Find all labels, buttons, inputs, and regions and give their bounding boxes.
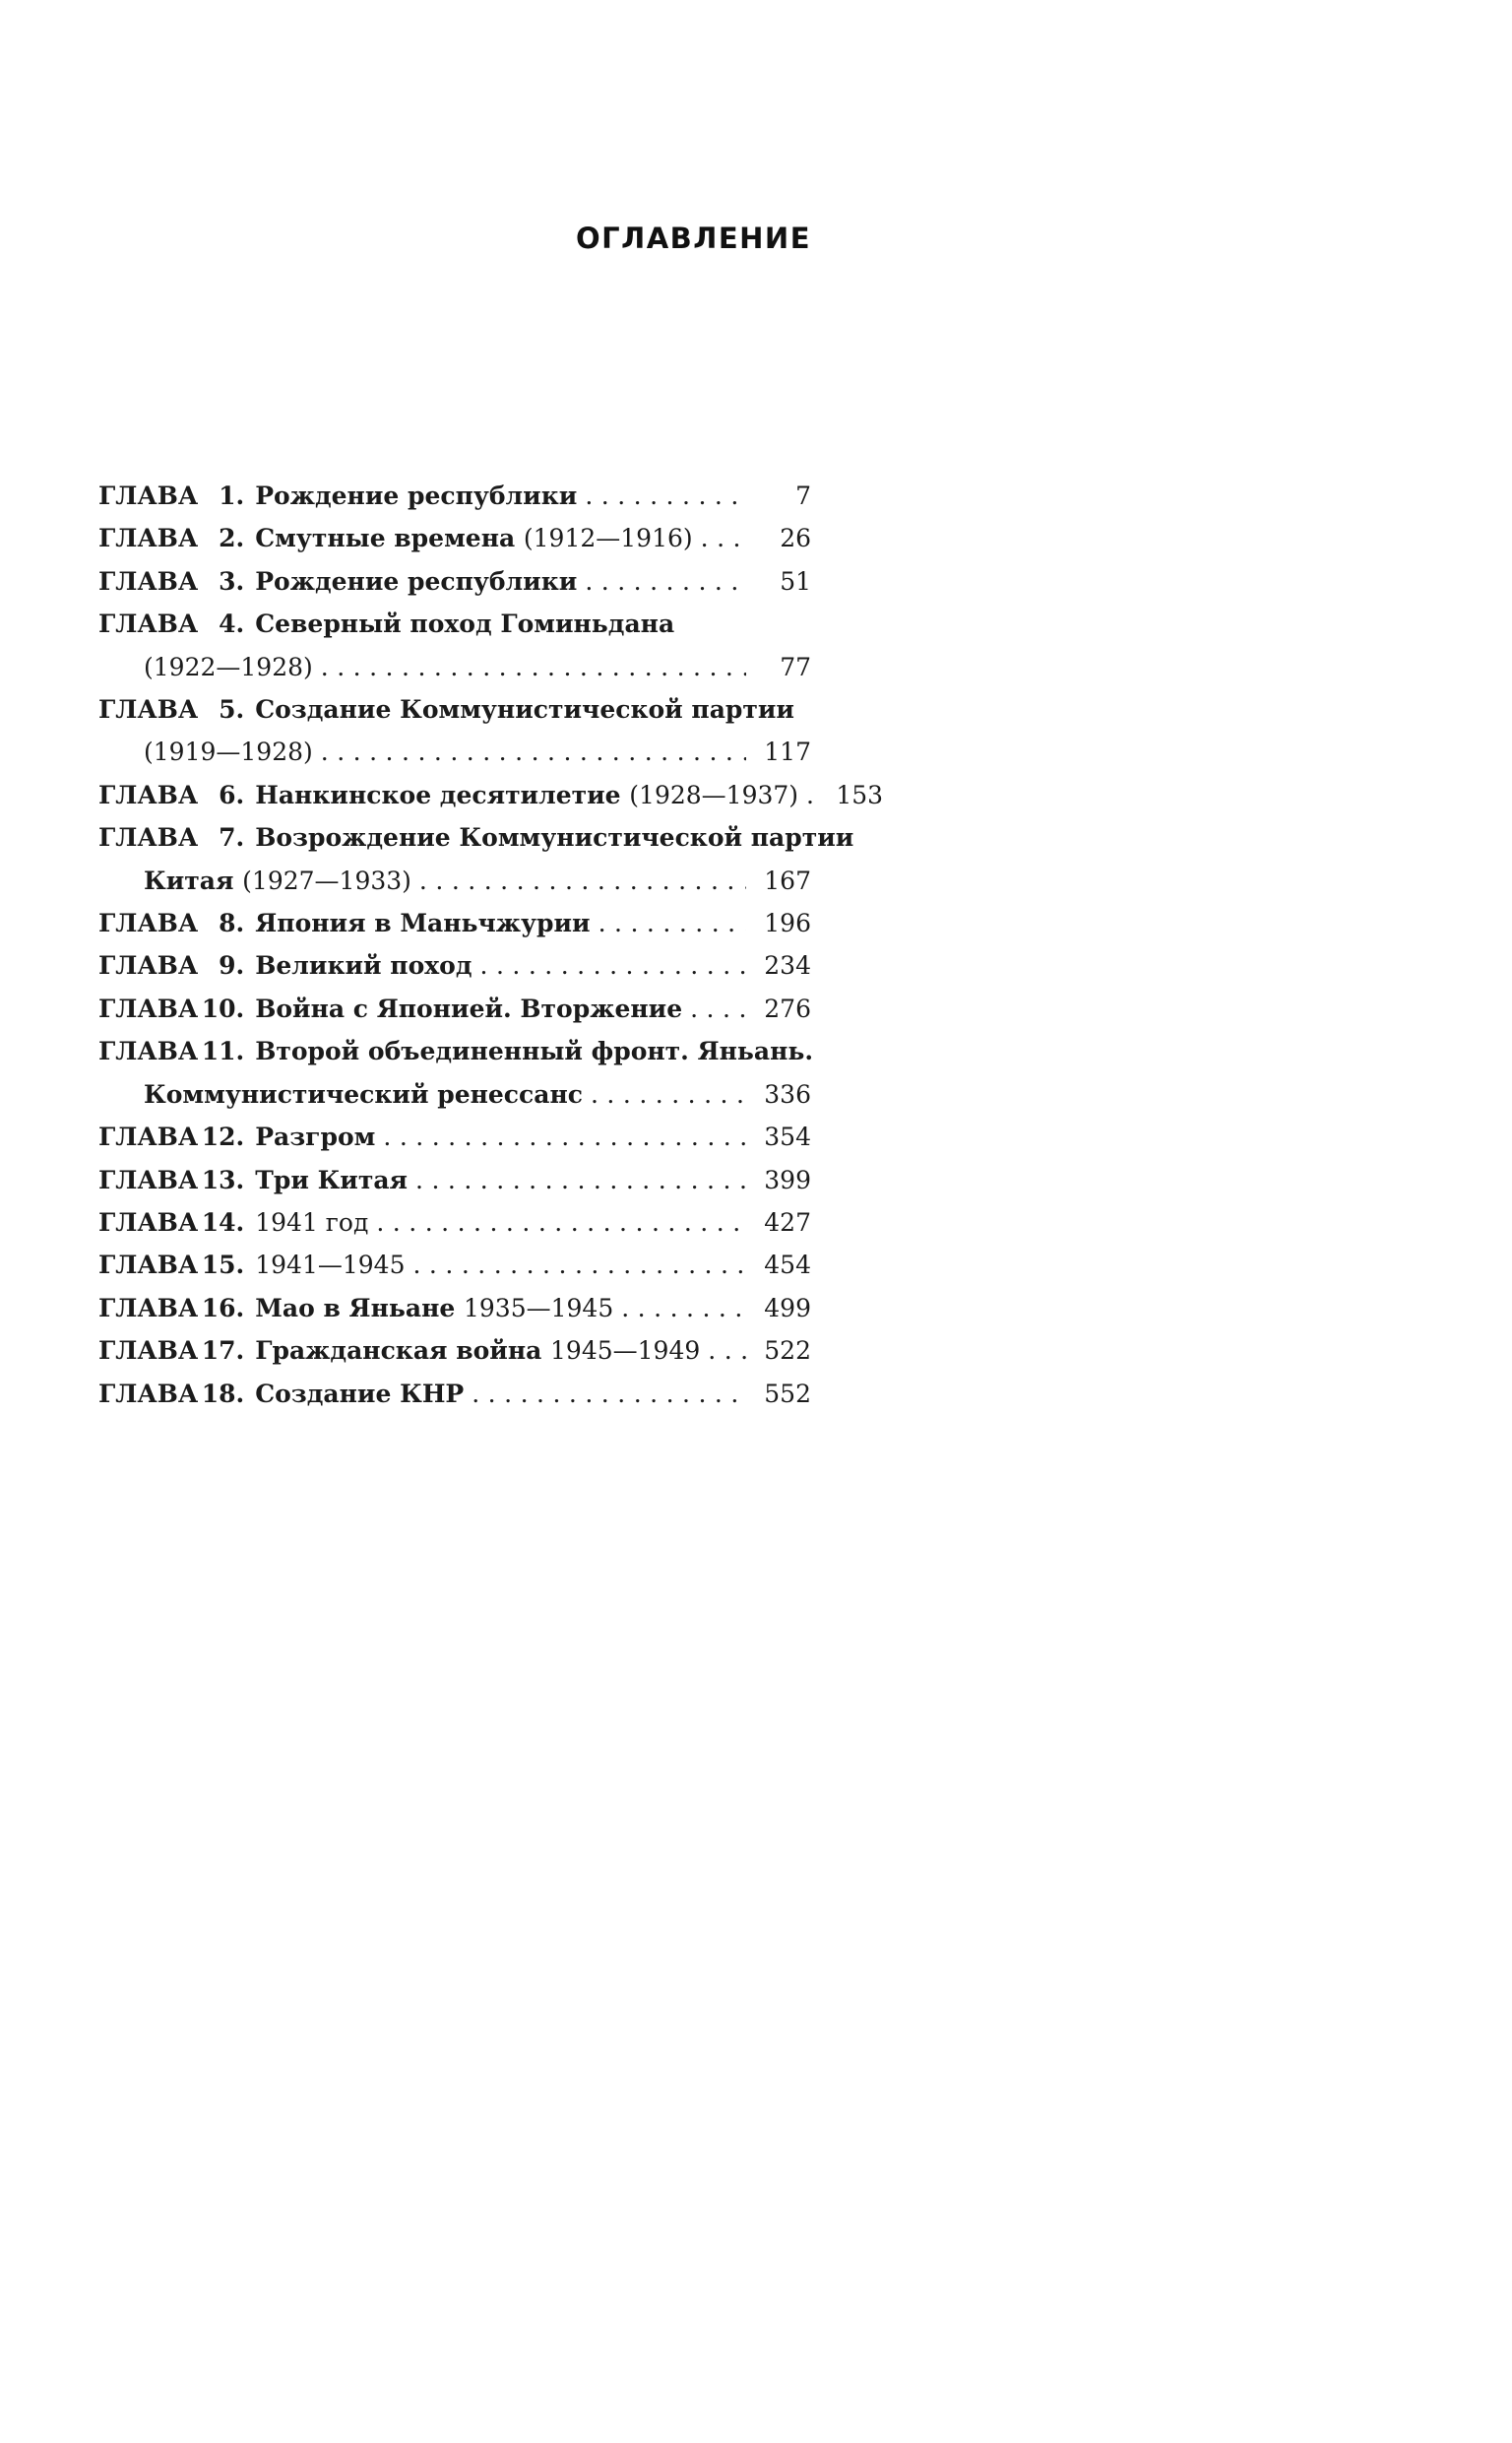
dot-leader [472, 1373, 746, 1415]
chapter-title-text [255, 517, 692, 559]
chapter-number: 7. [219, 823, 245, 853]
chapter-number: 4. [219, 610, 245, 639]
chapter-title-segment: (1922—1928) [144, 652, 313, 681]
chapter-title-text [255, 1373, 464, 1415]
chapter-label: ГЛАВА [98, 909, 199, 938]
chapter-title-segment: Три Китая [255, 1165, 409, 1194]
chapter-title-segment: Нанкинское десятилетие [255, 780, 630, 809]
chapter-label: ГЛАВА [98, 610, 199, 639]
chapter-title-segment: 1935—1945 [463, 1293, 614, 1322]
dot-leader [591, 1073, 746, 1116]
toc-entry [98, 1159, 811, 1201]
chapter-number: 8. [219, 909, 245, 938]
chapter-title-segment: (1919—1928) [144, 738, 313, 767]
toc-entry [98, 1116, 811, 1158]
toc-entry-line [98, 475, 811, 517]
chapter-label: ГЛАВА [98, 823, 199, 853]
toc-entry-line [98, 1329, 811, 1372]
chapter-number: 12. [201, 1123, 245, 1152]
chapter-title-text [255, 902, 590, 944]
chapter-label: ГЛАВА [98, 566, 199, 596]
dot-leader [412, 1244, 746, 1286]
chapter-label: ГЛАВА [98, 695, 199, 725]
page-number: 454 [764, 1251, 811, 1280]
toc-entry-continuation-line [98, 646, 811, 688]
dot-leader [321, 731, 746, 773]
toc-entry-line [98, 517, 811, 559]
chapter-label: ГЛАВА [98, 1379, 199, 1408]
chapter-label: ГЛАВА [98, 951, 199, 981]
toc-entry-continuation-line [98, 860, 811, 902]
chapter-title-text [255, 1159, 408, 1201]
chapter-title-text [255, 774, 798, 816]
chapter-number: 3. [219, 566, 245, 596]
dot-leader [690, 988, 746, 1030]
dot-leader [480, 944, 747, 987]
chapter-label: ГЛАВА [98, 1207, 199, 1237]
toc-entry-line [98, 688, 811, 731]
toc-entry-continuation-line [98, 1073, 811, 1116]
chapter-title-text [255, 688, 794, 731]
toc-entry [98, 774, 884, 816]
toc-entry-line [98, 1159, 811, 1201]
chapter-title-text [255, 560, 577, 603]
page-number: 552 [764, 1379, 811, 1408]
chapter-title-segment: 1945—1949 [550, 1336, 701, 1366]
page-number: 522 [764, 1336, 811, 1366]
toc-entry-line [98, 560, 811, 603]
chapter-label: ГЛАВА [98, 780, 199, 809]
chapter-label: ГЛАВА [98, 1336, 199, 1366]
chapter-label: ГЛАВА [98, 482, 199, 510]
chapter-title-segment: 1941—1945 [255, 1251, 406, 1280]
chapter-title-segment: 1941 год [255, 1207, 369, 1237]
chapter-label: ГЛАВА [98, 994, 199, 1023]
dot-leader [415, 1159, 746, 1201]
page-number: 7 [795, 482, 811, 510]
page-number: 499 [764, 1293, 811, 1322]
toc-entry-continuation-line [98, 731, 811, 773]
dot-leader [598, 902, 746, 944]
toc-entry [98, 560, 811, 603]
chapter-title-text [255, 1287, 613, 1329]
chapter-title-segment: Великий поход [255, 951, 472, 981]
toc-entry-line [98, 902, 811, 944]
chapter-number: 11. [201, 1037, 245, 1066]
chapter-title-segment: Рождение республики [255, 566, 578, 596]
dot-leader [708, 1329, 746, 1372]
chapter-title-text [255, 944, 472, 987]
chapter-title-segment: Китая [144, 866, 243, 895]
chapter-title-segment: Гражданская война [255, 1336, 551, 1366]
page-number: 276 [764, 994, 811, 1023]
chapter-title-text [255, 603, 674, 645]
page-title: ОГЛАВЛЕНИЕ [575, 222, 811, 255]
toc-entry-line [98, 603, 811, 645]
chapter-number: 1. [219, 482, 245, 510]
dot-leader [376, 1201, 746, 1244]
dot-leader [585, 560, 746, 603]
page-number: 354 [764, 1123, 811, 1152]
toc-entry [98, 902, 811, 944]
toc-entry [98, 517, 811, 559]
chapter-title-text [255, 1244, 405, 1286]
chapter-title-text [144, 646, 313, 688]
chapter-title-segment: Северный поход Гоминьдана [255, 610, 675, 639]
page-number: 196 [764, 909, 811, 938]
chapter-title-segment: Война с Японией. Вторжение [255, 994, 683, 1023]
toc-entry [98, 1329, 811, 1372]
chapter-number: 5. [219, 695, 245, 725]
chapter-label: ГЛАВА [98, 1293, 199, 1322]
chapter-title-text [255, 988, 682, 1030]
chapter-number: 2. [219, 524, 245, 553]
chapter-title-segment: Мао в Яньане [255, 1293, 464, 1322]
page-number: 234 [764, 951, 811, 981]
chapter-title-text [255, 1201, 368, 1244]
toc-entry [98, 1030, 814, 1116]
chapter-title-segment: Рождение республики [255, 482, 578, 510]
chapter-number: 10. [201, 994, 245, 1023]
toc-entry [98, 475, 811, 517]
toc-entry [98, 603, 811, 688]
chapter-label: ГЛАВА [98, 1165, 199, 1194]
chapter-title-text [255, 1116, 375, 1158]
chapter-number: 14. [201, 1207, 245, 1237]
chapter-title-text [144, 1073, 583, 1116]
chapter-title-segment: (1912—1916) [523, 524, 693, 553]
dot-leader [621, 1287, 746, 1329]
page-number: 427 [764, 1207, 811, 1237]
toc-entry-line [98, 1244, 811, 1286]
chapter-title-segment: (1928—1937) [629, 780, 799, 809]
toc-entry [98, 1201, 811, 1244]
page-number: 77 [780, 652, 811, 681]
toc-entry [98, 988, 811, 1030]
chapter-label: ГЛАВА [98, 1037, 199, 1066]
chapter-number: 18. [201, 1379, 245, 1408]
page-number: 167 [764, 866, 811, 895]
chapter-title-text [144, 860, 411, 902]
chapter-title-segment: Коммунистический ренессанс [144, 1079, 583, 1109]
toc-entry-line [98, 1030, 814, 1072]
dot-leader [419, 860, 746, 902]
chapter-title-text [255, 1329, 700, 1372]
chapter-number: 16. [201, 1293, 245, 1322]
toc-list [98, 475, 884, 1415]
chapter-title-text [144, 731, 313, 773]
chapter-title-segment: (1927—1933) [242, 866, 411, 895]
chapter-title-text [255, 1030, 813, 1072]
page-number: 399 [764, 1165, 811, 1194]
chapter-label: ГЛАВА [98, 524, 199, 553]
toc-page [98, 221, 884, 1415]
toc-entry [98, 816, 854, 902]
chapter-label: ГЛАВА [98, 1123, 199, 1152]
chapter-title-segment: Смутные времена [255, 524, 524, 553]
toc-entry-line [98, 1201, 811, 1244]
page-number: 51 [780, 566, 811, 596]
chapter-title-segment: Создание КНР [255, 1379, 465, 1408]
page-number: 117 [764, 738, 811, 767]
toc-entry [98, 944, 811, 987]
chapter-number: 15. [201, 1251, 245, 1280]
dot-leader [806, 774, 818, 816]
toc-entry-line [98, 988, 811, 1030]
toc-entry-line [98, 1373, 811, 1415]
toc-entry [98, 1244, 811, 1286]
page-number: 153 [836, 780, 884, 809]
chapter-number: 9. [219, 951, 245, 981]
toc-entry [98, 1287, 811, 1329]
toc-entry-line [98, 1287, 811, 1329]
chapter-title-segment: Второй объединенный фронт. Яньань. [255, 1037, 814, 1066]
chapter-title-segment: Возрождение Коммунистической партии [255, 823, 854, 853]
dot-leader [321, 646, 746, 688]
dot-leader [585, 475, 746, 517]
chapter-title-text [255, 475, 577, 517]
toc-entry [98, 1373, 811, 1415]
chapter-title-segment: Разгром [255, 1123, 376, 1152]
toc-entry-line [98, 774, 884, 816]
chapter-title-text [255, 816, 853, 859]
toc-entry [98, 688, 811, 774]
toc-entry-line [98, 1116, 811, 1158]
dot-leader [701, 517, 746, 559]
toc-entry-line [98, 944, 811, 987]
chapter-number: 17. [201, 1336, 245, 1366]
toc-entry-line [98, 816, 854, 859]
chapter-number: 13. [201, 1165, 245, 1194]
chapter-title-segment: Япония в Маньчжурии [255, 909, 591, 938]
dot-leader [383, 1116, 746, 1158]
page-number: 336 [764, 1079, 811, 1109]
page-number: 26 [780, 524, 811, 553]
chapter-title-segment: Создание Коммунистической партии [255, 695, 794, 725]
chapter-label: ГЛАВА [98, 1251, 199, 1280]
chapter-number: 6. [219, 780, 245, 809]
